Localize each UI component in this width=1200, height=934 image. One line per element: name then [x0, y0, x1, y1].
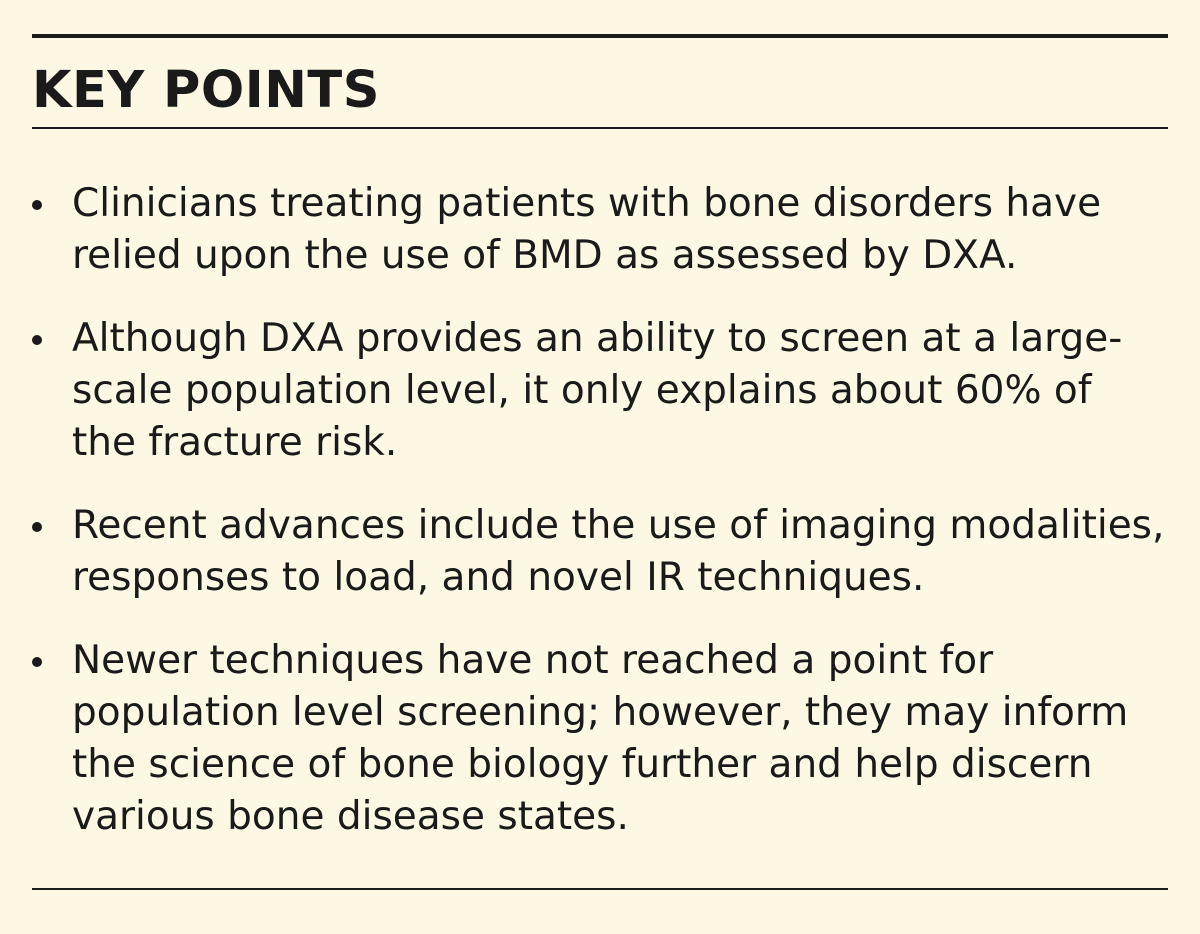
bottom-rule — [32, 888, 1168, 890]
key-point-item — [32, 500, 1168, 604]
key-point-line: Although DXA provides an ability to screen at a large- — [72, 316, 1123, 361]
key-point-line: population level screening; however, they may inform — [72, 690, 1129, 735]
bullet-icon — [32, 522, 42, 532]
bullet-icon — [32, 657, 42, 667]
heading-rule — [32, 127, 1168, 129]
key-point-line: scale population level, it only explains about 60% of — [72, 368, 1092, 413]
key-point-line: Newer techniques have not reached a point for — [72, 638, 994, 683]
top-rule — [32, 34, 1168, 38]
bullet-icon — [32, 200, 42, 210]
key-point-line: the fracture risk. — [72, 420, 398, 465]
bullet-icon — [32, 335, 42, 345]
key-point-line: relied upon the use of BMD as assessed by DXA. — [72, 233, 1018, 278]
key-point-item — [32, 635, 1168, 843]
key-points-list — [32, 178, 1168, 874]
key-point-item — [32, 178, 1168, 282]
section-heading: KEY POINTS — [32, 61, 380, 120]
key-point-line: Recent advances include the use of imaging modalities, — [72, 503, 1165, 548]
key-point-line: responses to load, and novel IR techniques. — [72, 555, 925, 600]
key-point-item — [32, 313, 1168, 469]
key-point-line: Clinicians treating patients with bone disorders have — [72, 181, 1102, 226]
key-point-line: the science of bone biology further and help discern — [72, 742, 1093, 787]
key-point-line: various bone disease states. — [72, 794, 629, 839]
key-points-box — [32, 0, 1168, 934]
